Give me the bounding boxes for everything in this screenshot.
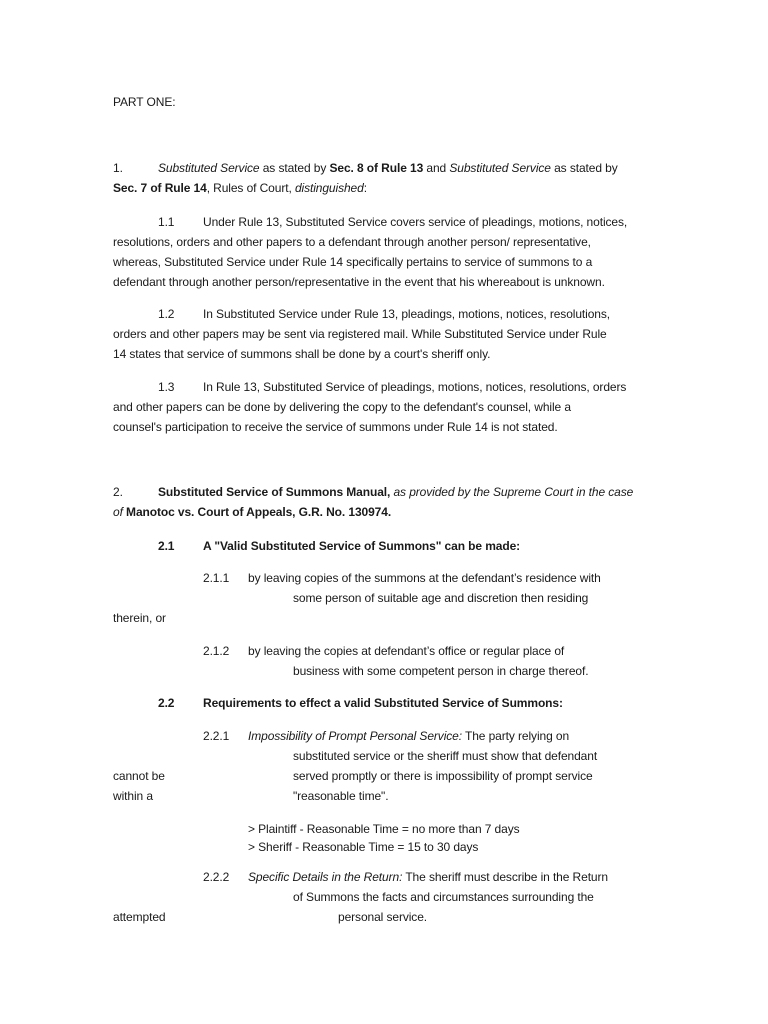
item-2-2-2-text: The sheriff must describe in the Return	[402, 870, 608, 884]
item-2-1-number: 2.1	[158, 539, 175, 553]
item-2-2-1-number: 2.2.1	[203, 729, 230, 743]
section-2-title-line-2	[113, 502, 391, 522]
item-2-2-2-line	[248, 867, 608, 887]
section-2-case-citation: Manotoc vs. Court of Appeals, G.R. No. 130974.	[122, 505, 392, 519]
section-1-term-rule13: Substituted Service	[158, 161, 260, 175]
section-1-text: , Rules of Court,	[206, 181, 295, 195]
item-1-2-line: In Substituted Service under Rule 13, pleadings, motions, notices, resolutions,	[203, 307, 611, 321]
item-2-1-title: A "Valid Substituted Service of Summons" can be made:	[203, 539, 521, 553]
item-2-2-1-label: Impossibility of Prompt Personal Service:	[248, 729, 462, 743]
section-2-number: 2.	[113, 485, 123, 499]
section-1-ref-rule13: Sec. 8 of Rule 13	[329, 161, 424, 175]
item-2-2-1-line: "reasonable time".	[293, 789, 389, 803]
item-2-2-2-line: attempted	[113, 910, 166, 924]
item-1-1-number: 1.1	[158, 215, 175, 229]
item-1-3-line: In Rule 13, Substituted Service of pleadings, motions, notices, resolutions, orders	[203, 380, 627, 394]
item-2-1-2-number: 2.1.2	[203, 644, 230, 658]
item-1-2-line: 14 states that service of summons shall be done by a court's sheriff only.	[113, 347, 491, 361]
item-2-2-1-bullet: > Sheriff - Reasonable Time = 15 to 30 days	[248, 840, 479, 854]
section-1-text: as stated by	[259, 161, 330, 175]
section-2-title-line-1	[158, 482, 633, 502]
item-2-2-2-line: personal service.	[338, 910, 428, 924]
section-1-text: as stated by	[550, 161, 618, 175]
item-2-2-1-line: substituted service or the sheriff must show that defendant	[293, 749, 598, 763]
item-1-1-line: defendant through another person/representative in the event that his whereabout is unknown.	[113, 275, 605, 289]
item-1-2-number: 1.2	[158, 307, 175, 321]
part-heading: PART ONE:	[113, 95, 176, 109]
item-1-2-line: orders and other papers may be sent via registered mail. While Substituted Service under Rule	[113, 327, 607, 341]
section-2-text: of	[113, 505, 123, 519]
section-2-text: as provided by the Supreme Court in the case	[390, 485, 634, 499]
item-2-1-1-line: by leaving copies of the summons at the defendant’s residence with	[248, 571, 601, 585]
item-2-1-1-line: therein, or	[113, 611, 166, 625]
section-1-title-line-2	[113, 178, 367, 198]
section-1-ref-rule14: Sec. 7 of Rule 14	[113, 181, 207, 195]
item-1-1-line: whereas, Substituted Service under Rule 14 specifically pertains to service of summons to a	[113, 255, 593, 269]
section-1-text: :	[363, 181, 367, 195]
item-2-2-1-bullet: > Plaintiff - Reasonable Time = no more than 7 days	[248, 822, 520, 836]
item-2-2-1-line: within a	[113, 789, 153, 803]
item-2-2-2-number: 2.2.2	[203, 870, 230, 884]
section-1-title-line-1	[158, 158, 618, 178]
section-1-text: and	[423, 161, 450, 175]
item-2-2-1-text: The party relying on	[461, 729, 570, 743]
item-2-2-1-line	[248, 726, 569, 746]
item-2-2-2-label: Specific Details in the Return:	[248, 870, 403, 884]
section-1-term-distinguished: distinguished	[294, 181, 364, 195]
item-2-1-2-line: by leaving the copies at defendant’s office or regular place of	[248, 644, 565, 658]
item-1-3-number: 1.3	[158, 380, 175, 394]
section-1-number: 1.	[113, 161, 123, 175]
section-2-manual-title: Substituted Service of Summons Manual,	[158, 485, 391, 499]
item-2-2-2-line: of Summons the facts and circumstances surrounding the	[293, 890, 594, 904]
item-2-2-1-line: cannot be	[113, 769, 165, 783]
section-1-term-rule14: Substituted Service	[449, 161, 551, 175]
item-2-2-number: 2.2	[158, 696, 175, 710]
item-2-1-2-line: business with some competent person in charge thereof.	[293, 664, 589, 678]
item-2-1-1-line: some person of suitable age and discretion then residing	[293, 591, 589, 605]
item-1-1-line: Under Rule 13, Substituted Service covers service of pleadings, motions, notices,	[203, 215, 628, 229]
item-2-1-1-number: 2.1.1	[203, 571, 230, 585]
item-2-2-1-line: served promptly or there is impossibility of prompt service	[293, 769, 593, 783]
item-1-3-line: and other papers can be done by delivering the copy to the defendant's counsel, while a	[113, 400, 571, 414]
item-2-2-title: Requirements to effect a valid Substituted Service of Summons:	[203, 696, 563, 710]
item-1-1-line: resolutions, orders and other papers to a defendant through another person/ representative,	[113, 235, 591, 249]
item-1-3-line: counsel's participation to receive the service of summons under Rule 14 is not stated.	[113, 420, 558, 434]
